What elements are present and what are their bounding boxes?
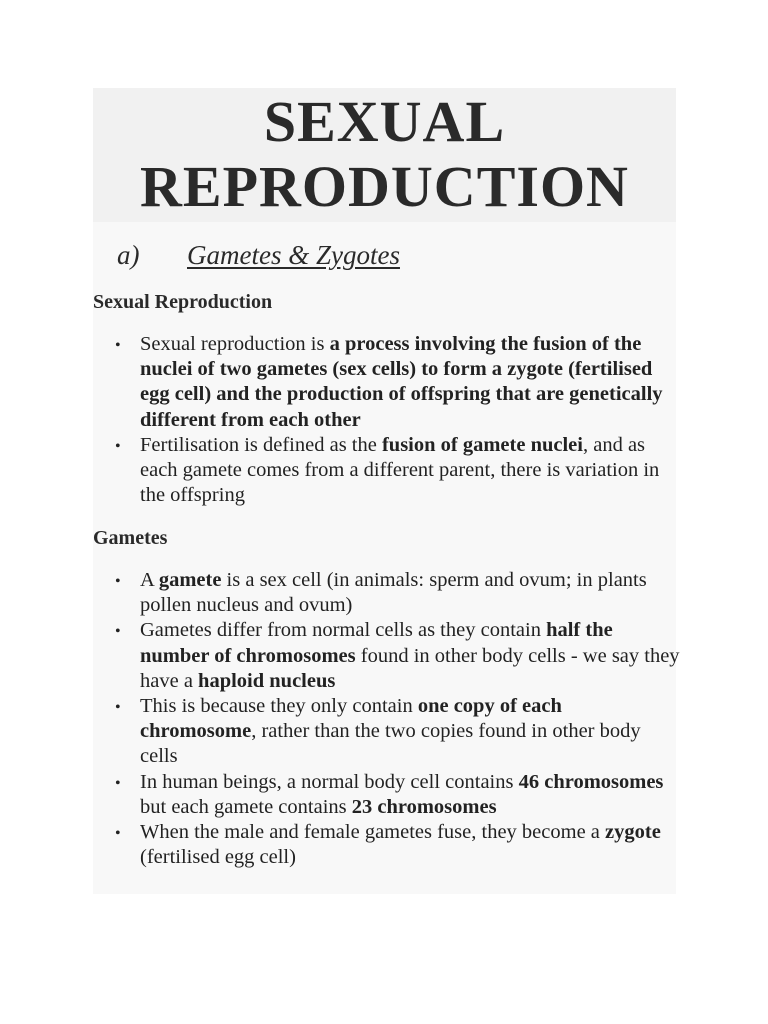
bullet-dot-icon: • — [115, 825, 121, 843]
text-run: In human beings, a normal body cell contains — [140, 770, 519, 793]
bullet-list-sexual-reproduction — [93, 332, 683, 508]
bold-text: gamete — [158, 569, 222, 591]
bullet-item — [93, 618, 683, 694]
bold-text: a process involving the fusion of the nuclei of two gametes (sex cells) to form a zygote (fertilised egg cell) and the production of offspring that are genetically different from each other — [140, 333, 663, 431]
bullet-item — [93, 694, 683, 770]
text-run: Gametes differ from normal cells as they contain — [140, 619, 547, 642]
section-heading-sexual-reproduction: Sexual Reproduction — [93, 291, 273, 313]
bullet-dot-icon: • — [115, 774, 121, 792]
bullet-item — [93, 770, 683, 820]
bullet-dot-icon: • — [115, 699, 121, 717]
text-run: is a sex cell (in animals: sperm and ovum; in plants pollen nucleus and ovum) — [140, 569, 647, 617]
subheading-letter: a) — [117, 240, 140, 270]
text-run: found in other body cells - we say they have a — [140, 644, 680, 692]
text-run: (fertilised egg cell) — [140, 846, 296, 869]
bullet-dot-icon: • — [115, 337, 121, 354]
text-run: Fertilisation is defined as the — [140, 433, 382, 456]
bold-text: fusion of gamete nuclei — [381, 433, 583, 456]
bullet-dot-icon: • — [115, 623, 121, 641]
bullet-item — [93, 433, 683, 509]
section-heading-gametes: Gametes — [93, 527, 168, 549]
bullet-item — [93, 568, 683, 618]
bullet-list-gametes — [93, 568, 683, 870]
text-run: When the male and female gametes fuse, they become a — [140, 821, 606, 844]
text-run: A — [140, 569, 159, 591]
bold-text: zygote — [605, 821, 661, 844]
title-line-2: REPRODUCTION — [140, 154, 629, 219]
text-run: , and as each gamete comes from a different parent, there is variation in the offspring — [140, 433, 660, 507]
text-run: Sexual reproduction is — [140, 333, 330, 355]
bullet-dot-icon: • — [115, 437, 121, 455]
text-run: , rather than the two copies found in other body cells — [140, 720, 641, 768]
bold-text: haploid nucleus — [198, 669, 336, 692]
bullet-item — [93, 332, 683, 433]
text-run: This is because they only contain — [140, 695, 418, 718]
subheading-text: Gametes & Zygotes — [187, 240, 400, 270]
bold-text: 46 chromosomes — [518, 770, 664, 793]
text-run: but each gamete contains — [140, 795, 352, 818]
title-line-1: SEXUAL — [263, 89, 506, 154]
bold-text: half the number of chromosomes — [140, 619, 613, 667]
bold-text: 23 chromosomes — [351, 795, 497, 818]
bullet-dot-icon: • — [115, 573, 121, 590]
bold-text: one copy of each chromosome — [140, 695, 562, 743]
bullet-item — [93, 820, 683, 870]
